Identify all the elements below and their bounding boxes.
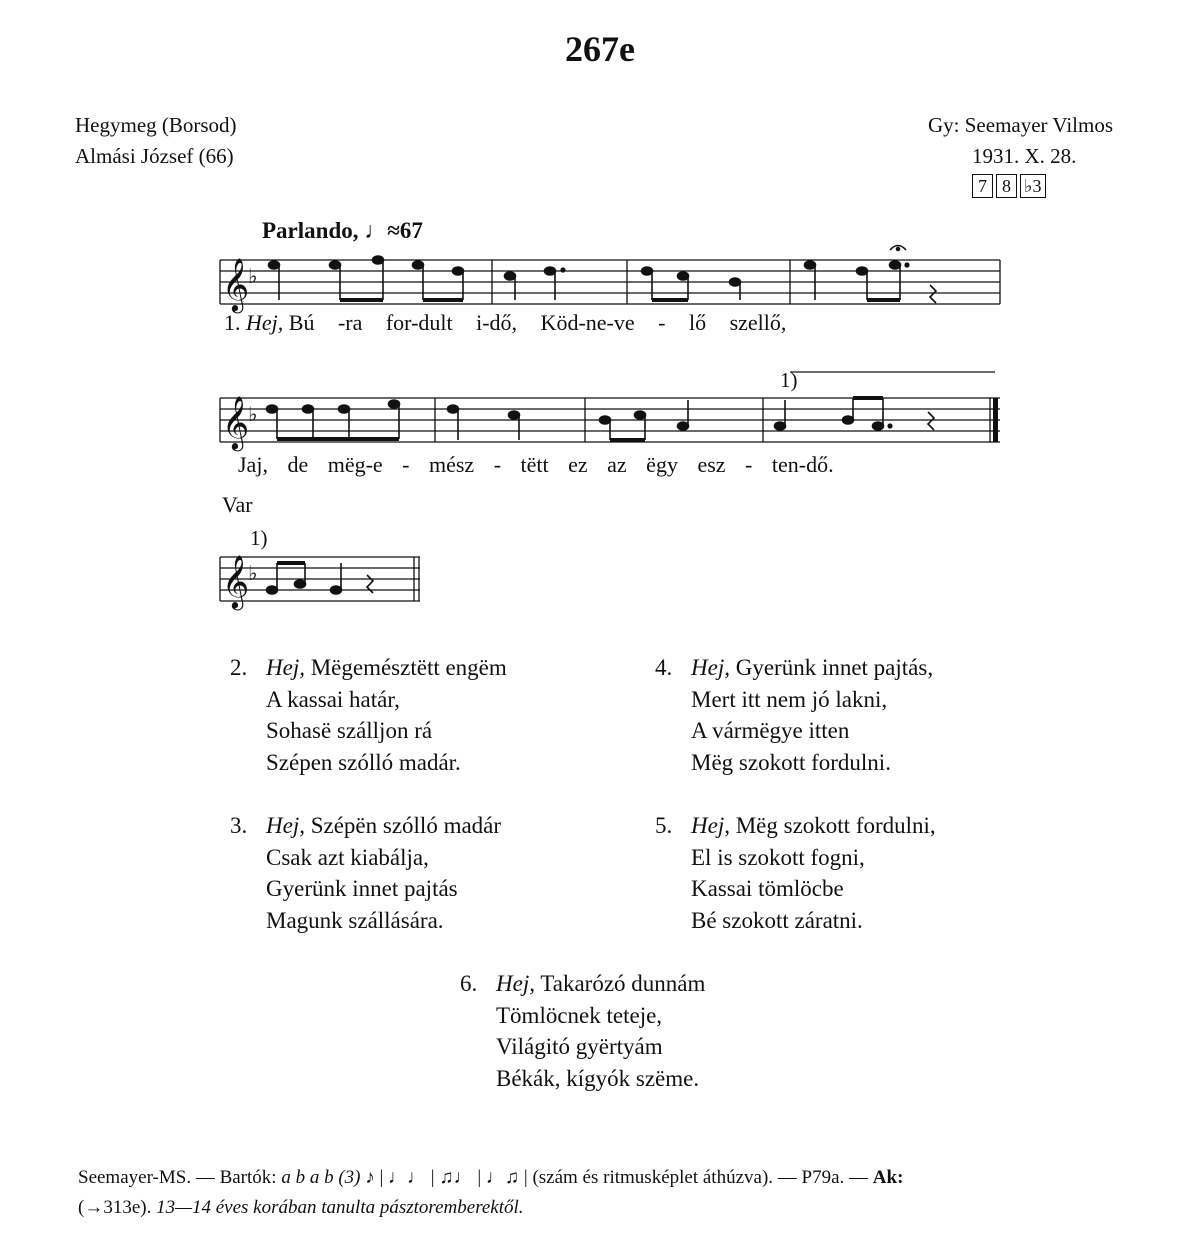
svg-text:♭: ♭ xyxy=(248,561,258,585)
stanza-4 xyxy=(655,652,933,778)
note-text: 13—14 éves korában tanulta pásztoremberektől. xyxy=(156,1197,524,1218)
variant-footnote: 1) xyxy=(250,526,268,550)
metronome-mark: ♩≈67 xyxy=(364,218,423,243)
verse-number: 1. xyxy=(224,310,241,335)
stanza-line: A kassai határ, xyxy=(266,686,400,712)
source-text: Seemayer-MS. — Bartók: xyxy=(78,1167,277,1188)
source-text: (szám és ritmusképlet áthúzva). — P79a. — xyxy=(532,1167,869,1188)
ak-label: Ak: xyxy=(872,1167,904,1188)
stanza-line: El is szokott fogni, xyxy=(691,844,865,870)
code-box: ♭3 xyxy=(1020,174,1046,198)
stanza-number: 3. xyxy=(230,813,248,838)
form-scheme: a b a b (3) xyxy=(281,1167,361,1188)
singer: Almási József (66) xyxy=(75,144,234,168)
stanza-2 xyxy=(230,652,507,778)
svg-text:𝄞: 𝄞 xyxy=(222,554,250,608)
rhythm-pattern: ♪ | ♩♩ | ♫♩ | ♩♫ | xyxy=(365,1167,528,1188)
code-box: 8 xyxy=(996,174,1017,198)
svg-text:𝄞: 𝄞 xyxy=(222,395,250,449)
svg-text:𝄞: 𝄞 xyxy=(222,257,250,311)
stanza-line: Világitó gyërtyám xyxy=(496,1034,663,1059)
interjection: Hej, xyxy=(691,655,730,680)
collector: Gy: Seemayer Vilmos xyxy=(928,113,1113,137)
stanza-number: 6. xyxy=(460,971,478,996)
place: Hegymeg (Borsod) xyxy=(75,113,237,137)
page-title: 267e xyxy=(565,29,635,69)
stanza-line: Csak azt kiabálja, xyxy=(266,844,429,870)
cross-reference: (→313e). xyxy=(78,1197,152,1218)
svg-text:♭: ♭ xyxy=(248,264,258,288)
stanza-5 xyxy=(655,810,936,936)
interjection: Hej, xyxy=(246,310,284,335)
stanza-3 xyxy=(230,810,501,936)
stanza-line: Bé szokott záratni. xyxy=(691,907,863,933)
stanza-number: 2. xyxy=(230,655,248,680)
stanza-line: Magunk szállására. xyxy=(266,907,444,933)
stanza-line: Mëgemésztëtt engëm xyxy=(310,655,507,680)
interjection: Hej, xyxy=(266,813,305,838)
date: 1931. X. 28. xyxy=(972,144,1077,168)
stanza-line: Mëg szokott fordulni, xyxy=(735,813,936,838)
variant-label: Var xyxy=(222,492,253,517)
stanza-line: Gyerünk innet pajtás xyxy=(266,876,458,901)
stanza-line: Szépen szólló madár. xyxy=(266,749,461,775)
stanza-line: A vármëgye itten xyxy=(691,718,850,743)
stanza-line: Sohasë szálljon rá xyxy=(266,718,433,743)
stanza-line: Tömlöcnek teteje, xyxy=(496,1002,663,1028)
stanza-6 xyxy=(460,968,705,1094)
source-notes xyxy=(78,1163,1148,1223)
lyrics-text: Bú -ra for-dult i-dő, Köd-ne-ve - lő szellő, xyxy=(288,310,787,335)
lyrics-line-1 xyxy=(224,310,786,336)
interjection: Hej, xyxy=(496,971,535,996)
stanza-number: 4. xyxy=(655,655,673,680)
footnote-marker: 1) xyxy=(780,368,798,392)
stanza-line: Takarózó dunnám xyxy=(540,971,706,996)
stanza-line: Gyerünk innet pajtás, xyxy=(735,655,934,680)
stanza-line: Békák, kígyók szëme. xyxy=(496,1065,700,1091)
stanza-number: 5. xyxy=(655,813,673,838)
svg-text:♭: ♭ xyxy=(248,402,258,426)
stanza-line: Szépën szólló madár xyxy=(310,813,502,838)
interjection: Hej, xyxy=(266,655,305,680)
stanza-line: Kassai tömlöcbe xyxy=(691,876,844,901)
lyrics-line-2: Jaj, de mëg-e - mész - tëtt ez az ëgy esz - ten-dő. xyxy=(238,452,834,477)
interjection: Hej, xyxy=(691,813,730,838)
code-box: 7 xyxy=(972,174,993,198)
stanza-line: Mert itt nem jó lakni, xyxy=(691,686,888,712)
stanza-line: Mëg szokott fordulni. xyxy=(691,749,891,775)
tempo-label: Parlando, xyxy=(262,218,359,243)
